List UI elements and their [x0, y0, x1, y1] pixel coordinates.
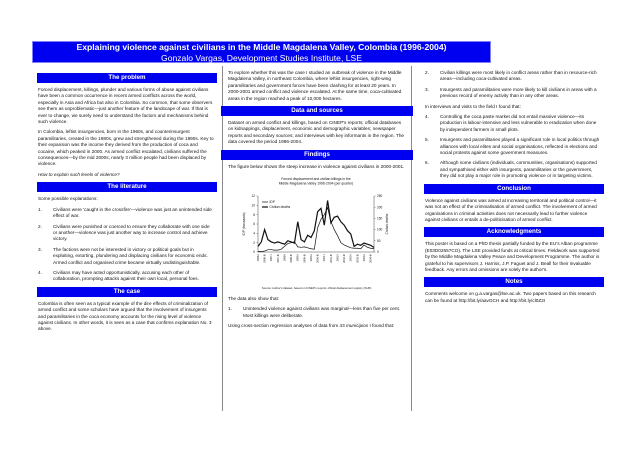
y-tick-label-left: 0 — [253, 250, 255, 255]
section-heading-findings: Findings — [221, 150, 413, 160]
poster-title: Explaining violence against civilians in the Middle Magdalena Valley, Colombia (1996-2004) — [76, 42, 447, 52]
y-tick-label-right: 250 — [377, 194, 383, 199]
item-number: 6. — [425, 160, 429, 166]
x-tick-label: 1998-III — [290, 254, 294, 263]
item-text: The factions were not be interested in victory or political goals but in exploiting, extorting, plundering and displacing civilians for economic ends. Armed conflict and organised crime became virtually undistinguishable. — [53, 246, 208, 265]
item-number: 2. — [38, 223, 42, 229]
problem-paragraph-2: In Colombia, leftist insurgencies, born in the 1960s, and counterinsurgent paramilitaries, created in the 1980s, grew and strengthened during the 1990s. Key to their expansion was the income they derived from the production of coca and cocaine, which peaked in 2000. As armed conflict escalated, civilians suffered the consequences—by the mid 2000s, nearly 3 million people had been displaced by violence. — [38, 129, 214, 167]
item-text: Civilian killings were most likely in conflict areas rather than in resource-rich areas—including coca-cultivated areas. — [440, 70, 597, 82]
list-item — [38, 247, 214, 266]
x-tick-label: 2002-III — [343, 254, 347, 263]
chart-title-line-1: Forced displacement and civilian killings in the — [281, 177, 351, 182]
poster-author: Gonzalo Vargas, Development Studies Institute, LSE — [161, 53, 362, 63]
conclusion-paragraph: Violence against civilians was aimed at increasing territorial and political control—it was not an effect of the criminalisation of armed conflict. The involvement of armed organisations in criminal activities does not necessarily lead to further violence against civilians or entails a de-politicisation of armed conflict. — [425, 197, 597, 222]
item-number: 3. — [425, 86, 429, 92]
right-column — [425, 70, 601, 308]
left-column — [38, 70, 214, 337]
y-tick-label-right: 50 — [377, 238, 381, 243]
item-number: 4. — [38, 269, 42, 275]
list-item — [425, 87, 601, 100]
item-text: Civilians may have acted opportunistically, accusing each other of collaboration, prompting attacks against their own local, personal foes. — [53, 269, 199, 282]
y-axis-label-right: Civilian deaths — [385, 213, 389, 235]
x-tick-label: 2003-III — [356, 254, 360, 263]
x-tick-label: 1999-III — [303, 254, 307, 263]
y-tick-label-left: 10 — [251, 203, 255, 208]
line-chart — [228, 174, 406, 284]
acknowledgments-paragraph: This poster is based on a PhD thesis partially funded by the EU's Alban programme (E03D02657CO). The LSE provided funds at critical times. Fieldwork was supported by the Middle Magdalena Valley Peace and Development Programme. The author is grateful to his supervisors J. Harriss, J.P. Faguet and J. Beall for their invaluable feedback. Any errors and omissions are solely the author's. — [425, 241, 600, 272]
x-tick-label: 2000-I — [309, 254, 313, 262]
item-number: 3. — [38, 246, 42, 252]
y-tick-label-left: 4 — [253, 231, 255, 236]
item-number: 2. — [425, 70, 429, 75]
section-heading-problem: The problem — [37, 73, 217, 83]
item-text: Civilians were 'caught in the crossfire'—violence was just an unintended side effect of war. — [53, 206, 212, 219]
literature-list — [38, 207, 214, 283]
results-list-a — [425, 70, 601, 100]
list-item — [425, 160, 601, 179]
item-number: 4. — [425, 114, 429, 120]
findings-paragraph-2: The data also show that: — [228, 296, 280, 302]
p3-text: Using cross-section regression analyses of data from 43 — [228, 323, 347, 329]
p3-end: I found that: — [368, 323, 395, 329]
x-tick-label: 2002-I — [336, 254, 340, 262]
findings-paragraph-1: The figure below shows the steep increase in violence against civilians in 2000-2001. — [228, 163, 405, 169]
x-tick-label: 1997-III — [276, 254, 280, 263]
list-item — [425, 70, 601, 83]
section-heading-conclusion: Conclusion — [424, 184, 604, 194]
list-item — [425, 114, 601, 133]
poster-title-banner — [32, 41, 491, 63]
legend-label-civilian-deaths: Civilian deaths — [269, 205, 291, 210]
y-tick-label-right: 100 — [377, 227, 383, 232]
literature-intro: Some possible explanations: — [38, 196, 98, 202]
results-list-b — [425, 114, 601, 180]
interviews-intro: In interviews and visits to the field I found that: — [425, 103, 521, 109]
item-text: Controlling the coca paste market did not entail massive violence—its production is labour-intensive and less vulnerable to eradication when done by independent farmers in small plots. — [440, 114, 597, 132]
section-heading-data: Data and sources — [221, 106, 413, 116]
item-number: 1. — [228, 306, 232, 312]
list-item — [425, 137, 601, 156]
section-heading-notes: Notes — [424, 277, 604, 287]
middle-intro: To explore whether this was the case I studied an outbreak of violence in the Middle Magdalena Valley, in northeast Colombia, where leftist insurgencies, right-wing paramilitaries and government forces have been clashing for at least 20 years. In 2000-2001 armed conflict and violence escalated. At the same time, coca-cultivated areas in the region reached a peak of 10,000 hectares. — [228, 70, 402, 101]
y-tick-label-left: 12 — [251, 194, 255, 199]
x-tick-label: 1999-I — [296, 254, 300, 262]
section-heading-literature: The literature — [37, 182, 217, 192]
notes-paragraph: Comments welcome on g.a.vargas@lse.ac.uk. Two papers based on this research can be found at http://bit.ly/aavGCH and http://bit.ly/cl0Z2I — [425, 291, 596, 303]
x-tick-label: 2004-III — [369, 254, 373, 263]
x-tick-label: 2000-III — [316, 254, 320, 263]
y-tick-label-left: 8 — [253, 212, 255, 217]
findings-list — [228, 306, 406, 319]
findings-paragraph-3 — [228, 323, 406, 329]
item-number: 5. — [425, 137, 429, 143]
item-text: Insurgents and paramilitaries were more likely to kill civilians in areas with a previous record of enemy activity than in any other areas. — [440, 86, 597, 99]
problem-paragraph-1: Forced displacement, killings, plunder and various forms of abuse against civilians have been a common occurrence in recent armed conflicts across the world, especially in Asia and Africa but also in Colombia. So common, that some observers see them as unproblematic—just another feature of the landscape of war. If that is ever to change, we surely need to understand the factors and mechanisms behind such violence. — [38, 87, 213, 125]
x-tick-label: 2001-I — [323, 254, 327, 262]
problem-question: How to explain such levels of violence? — [38, 171, 120, 177]
list-item — [38, 224, 214, 243]
item-text: Insurgents and paramilitaries played a significant role in local politics through alliances with local elites and social organisations, reflected in elections and social protests against some government measures. — [440, 137, 600, 156]
chart-title-line-2: Middle Magdalena Valley 1996-2004 (per quarter) — [278, 181, 354, 186]
x-tick-label: 1998-I — [283, 254, 287, 262]
chart-source: Source: Author's dataset, based on CINEP's reports; official displacement registry (SUR). — [261, 286, 373, 291]
section-heading-case: The case — [37, 287, 217, 297]
x-tick-label: 2003-I — [349, 254, 353, 262]
x-tick-label: 1997-I — [270, 254, 274, 262]
list-item — [38, 207, 214, 220]
x-tick-label: 1996-III — [263, 254, 267, 263]
y-tick-label-right: 0 — [377, 250, 379, 255]
y-tick-label-left: 6 — [253, 222, 255, 227]
x-tick-label: 1996-I — [256, 254, 260, 262]
y-tick-label-right: 150 — [377, 216, 383, 221]
p3-italic: municipios — [346, 323, 369, 329]
data-paragraph: Dataset on armed conflict and killings, based on CINEP's reports; official databases on kidnappings, displacement, economic and demographic variables; newspaper reports and secondary sources; and interviews with key informants in the region. The data covered the period 1996-2004. — [228, 120, 405, 145]
x-tick-label: 2001-III — [329, 254, 333, 263]
item-number: 1. — [38, 206, 42, 212]
item-text: Although some civilians (individuals, communities, organisations) supported and sympathised either with insurgents, paramilitaries or the government, they did not play a major role in promoting violence or in targeting victims. — [440, 160, 597, 179]
item-text: Unintended violence against civilians was marginal—less than five per cent. Most killings were deliberate. — [243, 306, 401, 318]
list-item — [38, 270, 214, 283]
chart-container — [228, 174, 406, 284]
item-text: Civilians were punished or coerced to ensure they collaborate with one side or another—violence was just another way to increase control and achieve victory. — [53, 223, 210, 242]
y-tick-label-left: 2 — [253, 240, 255, 245]
y-tick-label-right: 200 — [377, 205, 383, 210]
list-item — [228, 306, 406, 319]
section-heading-acknowledgments: Acknowledgments — [424, 227, 604, 237]
middle-column — [228, 70, 406, 334]
legend-label-idp: IDP — [269, 200, 275, 205]
case-paragraph: Colombia is often seen as a typical example of the dire effects of criminalization of armed conflict and some scholars have argued that the involvement of insurgents and paramilitaries in the coca economy accounts for the rising level of violence against civilians. In other words, it is seen as a case that confirms explanation No. 3 above. — [38, 300, 212, 332]
y-axis-label-left: IDP (thousands) — [242, 212, 246, 236]
x-tick-label: 2004-I — [362, 254, 366, 262]
